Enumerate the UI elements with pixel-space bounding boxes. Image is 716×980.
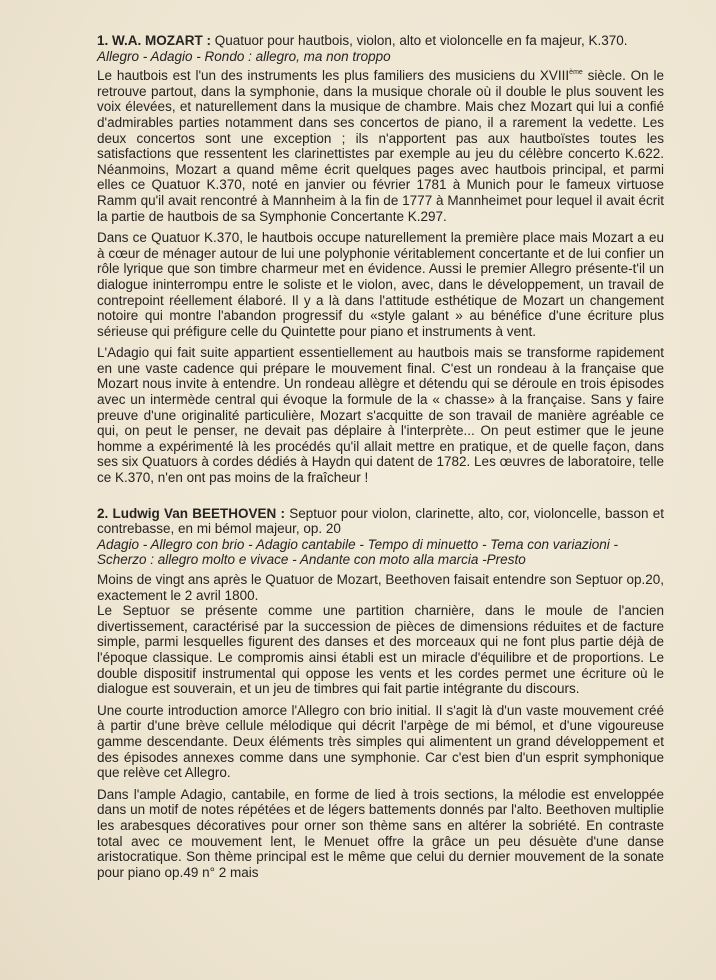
section-heading xyxy=(97,33,664,49)
work-title: Septuor pour violon, clarinette, alto, cor, violoncelle, basson et contrebasse, en mi bémol majeur, op. 20 xyxy=(97,505,664,537)
paragraph: Le Septuor se présente comme une partition charnière, dans le moule de l'ancien divertissement, caractérisé par la succession de pièces de dimensions réduites et de facture simple, parmi lesquelles figurent des danses et des morceaux qui ne font plus partie déjà de l'époque classique. Le compromis ainsi établi est un miracle d'équilibre et de proportions. Le double dispositif instrumental qui oppose les vents et les cordes permet une écriture où le dialogue est souverain, et un jeu de timbres qui fait partie intégrante du discours. xyxy=(97,603,664,697)
section-beethoven xyxy=(97,506,664,881)
section-mozart xyxy=(97,33,664,486)
ordinal-suffix: ème xyxy=(569,69,583,77)
paragraph: Dans l'ample Adagio, cantabile, en forme de lied à trois sections, la mélodie est enveloppée dans un motif de notes répétées et de légers battements donnés par l'alto. Beethoven multiplie les arabesques décoratives pour orner son thème sans en altérer la sobriété. En contraste total avec ce mouvement lent, le Menuet offre la grâce un peu désuète d'une danse aristocratique. Son thème principal est le même que celui du dernier mouvement de la sonate pour piano op.49 n° 2 mais xyxy=(97,786,664,880)
section-heading xyxy=(97,506,664,537)
paragraph: Moins de vingt ans après le Quatuor de Mozart, Beethoven faisait entendre son Septuor op.20, exactement le 2 avril 1800. xyxy=(97,572,664,603)
movement-list: Adagio - Allegro con brio - Adagio cantabile - Tempo di minuetto - Tema con variazioni - Scherzo : allegro molto e vivace - Andante con moto alla marcia -Presto xyxy=(97,536,619,568)
composer-name: 2. Ludwig Van BEETHOVEN : xyxy=(97,505,286,521)
movement-list: Allegro - Adagio - Rondo : allegro, ma non troppo xyxy=(97,48,391,64)
paragraph: Dans ce Quatuor K.370, le hautbois occupe naturellement la première place mais Mozart a eu à cœur de ménager autour de lui une polyphonie véritablement concertante et de lui confier un rôle lyrique que son timbre charmeur met en évidence. Aussi le premier Allegro présente-t'il un dialogue ininterrompu entre le soliste et le violon, avec, dans le développement, un travail de contrepoint réellement élaboré. Il y a là dans l'attitude esthétique de Mozart un changement notoire qui montre l'abandon progressif du «style galant » au bénéfice d'une écriture plus sérieuse qui préfigure celle du Quintette pour piano et instruments à vent. xyxy=(97,230,664,339)
composer-name: 1. W.A. MOZART : xyxy=(97,33,211,48)
paragraph: Une courte introduction amorce l'Allegro con brio initial. Il s'agit là d'un vaste mouvement créé à partir d'une brève cellule mélodique qui décrit l'arpège de mi bémol, et d'une vigoureuse gamme descendante. Deux éléments très simples qui alimentent un grand développement et des épisodes annexes comme dans une symphonie. Car c'est bien d'un esprit symphonique que relève cet Allegro. xyxy=(97,702,664,781)
paragraph: Le hautbois est l'un des instruments les plus familiers des musiciens du XVIIIème siècle. On le retrouve partout, dans la symphonie, dans la musique chorale où il double le plus souvent les voix élevées, et naturellement dans la musique de chambre. Mais chez Mozart qui lui a confié d'admirables parties notamment dans ses concertos de piano, il a rarement la vedette. Les deux concertos sont une exception ; ils n'apportent pas aux hautboïstes toutes les satisfactions que ressentent les clarinettistes par exemple au jeu du célèbre concerto K.622. Néanmoins, Mozart a quand même écrit quelques pages avec hautbois principal, et parmi elles ce Quatuor K.370, noté en janvier ou février 1781 à Munich pour le fameux virtuose Ramm qu'il avait rencontré à Mannheim à la fin de 1777 à Mannheimet pour lequel il avait écrit la partie de hautbois de sa Symphonie Concertante K.297. xyxy=(97,68,664,224)
paragraph: L'Adagio qui fait suite appartient essentiellement au hautbois mais se transforme rapidement en une vaste cadence qui prépare le mouvement final. C'est un rondeau à la française que Mozart nous invite à entendre. Un rondeau allègre et détendu qui se déroule en trois épisodes avec un intermède central qui évoque la formule de la « chasse» à la française. Sans y faire preuve d'une originalité particulière, Mozart s'acquitte de son travail de manière agréable ce qui, on peut le penser, ne devait pas déplaire à l'interprète... On peut estimer que le jeune homme a expérimenté là les procédés qu'il allait mettre en pratique, et de quelle façon, dans ses six Quatuors à cordes dédiés à Haydn qui datent de 1782. Les œuvres de laboratoire, telle ce K.370, n'en ont pas moins de la fraîcheur ! xyxy=(97,345,664,486)
work-title: Quatuor pour hautbois, violon, alto et violoncelle en fa majeur, K.370. xyxy=(211,33,628,48)
